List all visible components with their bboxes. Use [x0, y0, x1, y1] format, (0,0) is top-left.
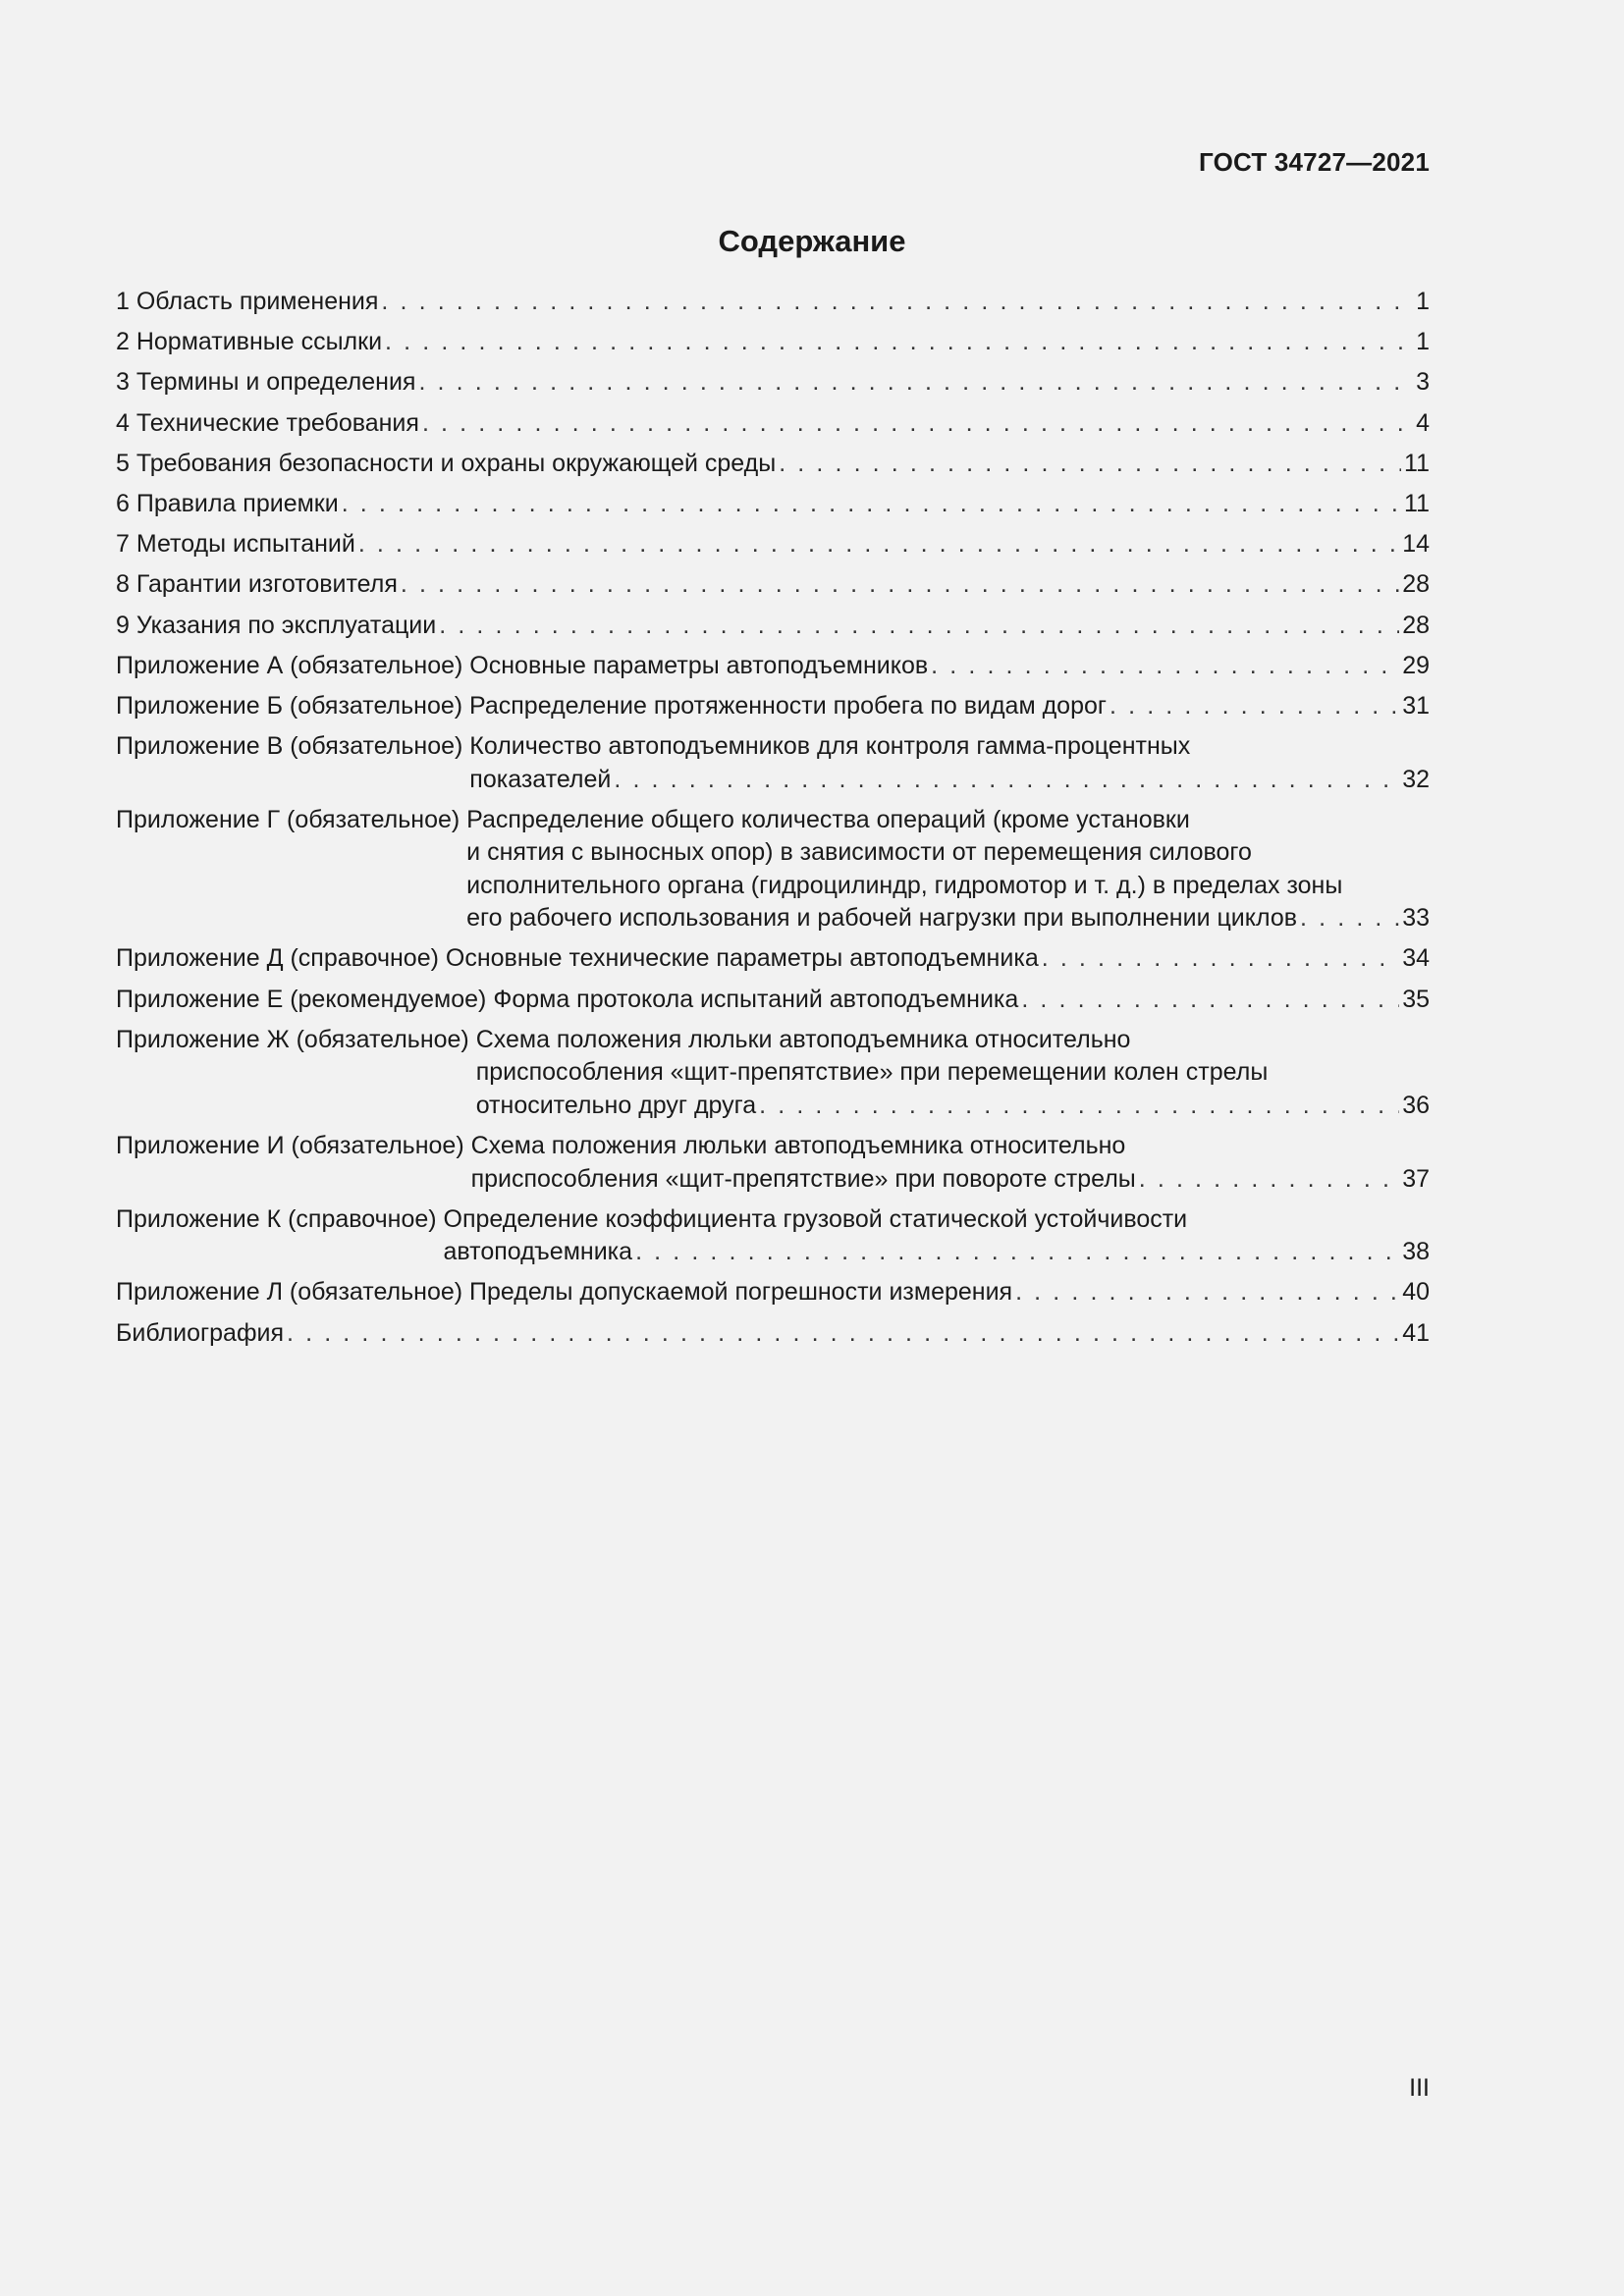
toc-entry-text: 3 Термины и определения — [116, 368, 416, 397]
toc-entry-line — [116, 610, 1430, 643]
dot-leader — [342, 488, 1401, 521]
toc-entry — [116, 407, 1430, 441]
toc-entry-line — [116, 407, 1430, 441]
toc-entry — [116, 942, 1430, 976]
toc-entry — [116, 568, 1430, 602]
toc-entry — [116, 528, 1430, 561]
toc-entry-line — [116, 366, 1430, 400]
toc-entry-page-number: 34 — [1402, 944, 1430, 973]
toc-entry-text: 7 Методы испытаний — [116, 530, 355, 559]
page-number: III — [1409, 2074, 1430, 2102]
toc-entry-text: 5 Требования безопасности и охраны окружающей среды — [116, 449, 777, 477]
dot-leader — [418, 366, 1413, 400]
toc-entry-text: 6 Правила приемки — [116, 489, 339, 517]
toc-entry-text: Приложение Ж (обязательное) Схема положения люльки автоподъемника относительно — [116, 1025, 1131, 1053]
toc-entry-text: исполнительного органа (гидроцилиндр, гидромотор и т. д.) в пределах зоны — [466, 871, 1343, 899]
toc-entry-text: 1 Область применения — [116, 288, 379, 315]
dot-leader — [381, 286, 1413, 319]
toc-entry-page-number: 36 — [1402, 1091, 1430, 1119]
toc-entry — [116, 690, 1430, 723]
toc-entry-page-number: 1 — [1416, 328, 1430, 356]
toc-entry-page-number: 31 — [1402, 691, 1430, 720]
toc-entry — [116, 1317, 1430, 1351]
toc-entry-text: 4 Технические требования — [116, 408, 419, 437]
toc-entry-text: Приложение И (обязательное) Схема положения люльки автоподъемника относительно — [116, 1132, 1126, 1159]
toc-entry-page-number: 32 — [1402, 765, 1430, 793]
toc-entry-line — [116, 1317, 1430, 1351]
toc-entry-line — [116, 1024, 1430, 1057]
toc-entry-text: приспособления «щит-препятствие» при повороте стрелы — [470, 1164, 1136, 1193]
toc-entry-text: приспособления «щит-препятствие» при перемещении колен стрелы — [475, 1058, 1269, 1087]
toc-entry — [116, 1130, 1430, 1196]
document-code: ГОСТ 34727—2021 — [1199, 147, 1430, 177]
toc-entry-line — [116, 528, 1430, 561]
toc-entry-text: Библиография — [116, 1318, 285, 1347]
toc-entry-line — [116, 730, 1430, 764]
toc-entry-page-number: 14 — [1402, 530, 1430, 559]
toc-entry-continuation-line — [116, 836, 1430, 870]
dot-leader — [287, 1317, 1399, 1351]
dot-leader — [759, 1090, 1399, 1123]
toc-entry — [116, 984, 1430, 1017]
dot-leader — [931, 650, 1399, 683]
toc-entry-page-number: 37 — [1402, 1164, 1430, 1193]
toc-entry-text: Приложение Д (справочное) Основные технические параметры автоподъемника — [116, 944, 1039, 973]
toc-entry-continuation-line — [116, 764, 1430, 797]
toc-entry-page-number: 29 — [1402, 651, 1430, 679]
dot-leader — [358, 528, 1399, 561]
toc-entry — [116, 326, 1430, 359]
dot-leader — [1015, 1276, 1399, 1309]
toc-entry-continuation-line — [116, 902, 1430, 935]
dot-leader — [779, 448, 1401, 481]
toc-entry — [116, 1276, 1430, 1309]
toc-entry-text: Приложение К (справочное) Определение коэффициента грузовой статической устойчивости — [116, 1204, 1188, 1233]
toc-entry-page-number: 4 — [1416, 408, 1430, 437]
toc-entry-text: показателей — [469, 765, 612, 793]
toc-entry — [116, 610, 1430, 643]
toc-entry — [116, 366, 1430, 400]
toc-entry-page-number: 33 — [1402, 904, 1430, 933]
toc-entry-line — [116, 942, 1430, 976]
toc-entry-page-number: 11 — [1404, 449, 1430, 477]
toc-entry-page-number: 1 — [1416, 288, 1430, 315]
toc-entry-text: Приложение Б (обязательное) Распределение протяженности пробега по видам дорог — [116, 691, 1108, 720]
toc-entry-continuation-line — [116, 870, 1430, 903]
toc-entry-line — [116, 448, 1430, 481]
toc-entry-line — [116, 286, 1430, 319]
toc-entry — [116, 448, 1430, 481]
toc-entry-text: его рабочего использования и рабочей нагрузки при выполнении циклов — [466, 904, 1298, 933]
toc-entry-line — [116, 568, 1430, 602]
toc-entry-text: Приложение А (обязательное) Основные параметры автоподъемников — [116, 651, 929, 679]
toc-entry — [116, 804, 1430, 935]
dot-leader — [422, 407, 1413, 441]
toc-entry-text: 9 Указания по эксплуатации — [116, 611, 437, 639]
toc-title: Содержание — [718, 224, 906, 258]
dot-leader — [635, 1236, 1399, 1269]
toc-entry-text: Приложение Г (обязательное) Распределение общего количества операций (кроме установки — [116, 805, 1190, 833]
dot-leader — [1042, 942, 1399, 976]
toc-entry-line — [116, 804, 1430, 837]
toc-entry-line — [116, 488, 1430, 521]
toc-entry-text: и снятия с выносных опор) в зависимости от перемещения силового — [466, 838, 1252, 867]
dot-leader — [1300, 902, 1399, 935]
toc-entry-text: Приложение В (обязательное) Количество автоподъемников для контроля гамма-процентных — [116, 732, 1191, 761]
dot-leader — [1139, 1163, 1399, 1197]
table-of-contents — [116, 286, 1430, 1358]
toc-entry — [116, 730, 1430, 796]
toc-entry-line — [116, 1130, 1430, 1163]
toc-entry — [116, 1203, 1430, 1269]
toc-entry-page-number: 35 — [1402, 985, 1430, 1013]
toc-entry-page-number: 40 — [1402, 1278, 1430, 1307]
toc-entry-text: автоподъемника — [443, 1238, 633, 1266]
toc-entry-continuation-line — [116, 1236, 1430, 1269]
toc-entry-line — [116, 326, 1430, 359]
toc-entry-line — [116, 1203, 1430, 1237]
toc-entry-text: 8 Гарантии изготовителя — [116, 570, 398, 599]
dot-leader — [1021, 984, 1399, 1017]
toc-entry-continuation-line — [116, 1163, 1430, 1197]
toc-entry-line — [116, 650, 1430, 683]
dot-leader — [614, 764, 1399, 797]
toc-entry-page-number: 11 — [1404, 489, 1430, 517]
toc-entry-page-number: 38 — [1402, 1238, 1430, 1266]
toc-entry-page-number: 3 — [1416, 368, 1430, 397]
toc-entry-page-number: 28 — [1402, 611, 1430, 639]
toc-entry-line — [116, 1276, 1430, 1309]
toc-entry — [116, 286, 1430, 319]
toc-entry — [116, 650, 1430, 683]
toc-entry-text: 2 Нормативные ссылки — [116, 328, 383, 356]
toc-entry-page-number: 41 — [1402, 1318, 1430, 1347]
toc-entry-page-number: 28 — [1402, 570, 1430, 599]
dot-leader — [385, 326, 1413, 359]
toc-entry-continuation-line — [116, 1056, 1430, 1090]
dot-leader — [439, 610, 1399, 643]
dot-leader — [1110, 690, 1399, 723]
toc-entry-text: Приложение Е (рекомендуемое) Форма протокола испытаний автоподъемника — [116, 985, 1019, 1013]
toc-entry-line — [116, 984, 1430, 1017]
toc-entry-text: относительно друг друга — [475, 1091, 757, 1119]
toc-entry — [116, 488, 1430, 521]
toc-entry-continuation-line — [116, 1090, 1430, 1123]
dot-leader — [401, 568, 1399, 602]
toc-entry — [116, 1024, 1430, 1123]
toc-entry-text: Приложение Л (обязательное) Пределы допускаемой погрешности измерения — [116, 1278, 1013, 1307]
toc-entry-line — [116, 690, 1430, 723]
